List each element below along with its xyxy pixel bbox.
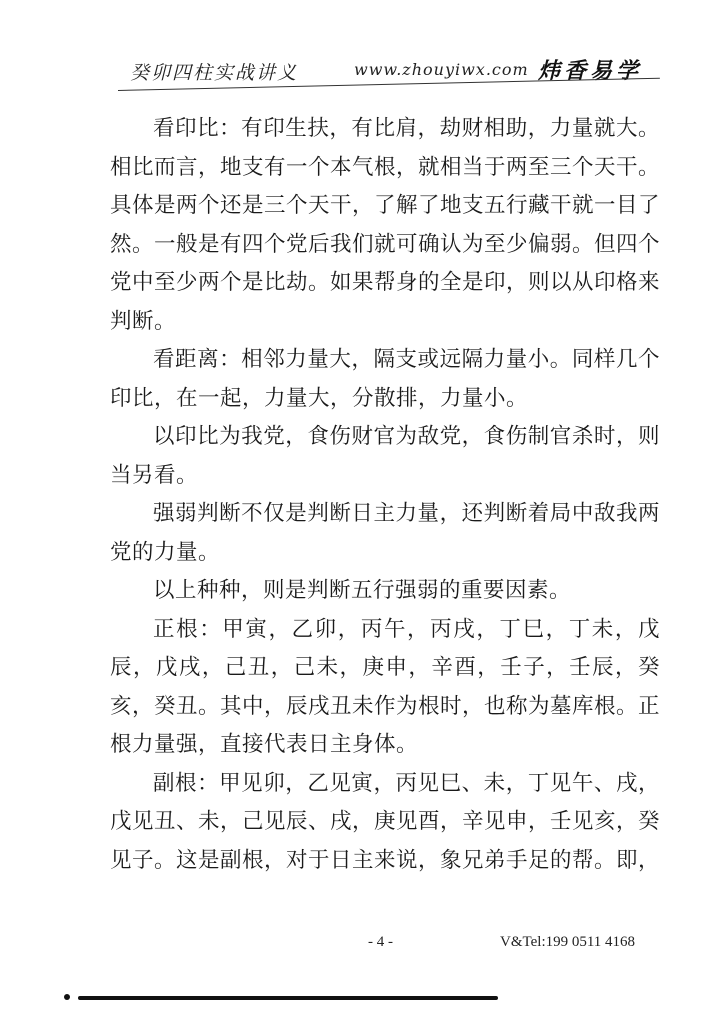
scan-mark-dot xyxy=(64,994,70,1000)
paragraph-strength: 强弱判断不仅是判断日主力量，还判断着局中敌我两党的力量。 xyxy=(110,501,660,565)
contact-info: V&Tel:199 0511 4168 xyxy=(500,934,636,950)
paragraph-party: 以印比为我党，食伤财官为敌党，食伤制官杀时，则当另看。 xyxy=(110,424,660,488)
paragraph-summary: 以上种种，则是判断五行强弱的重要因素。 xyxy=(153,578,572,603)
body-text xyxy=(110,110,660,880)
paragraph-yinbi: 看印比：有印生扶，有比肩，劫财相助，力量就大。相比而言，地支有一个本气根，就相当于两至三个天干。具体是两个还是三个天干，了解了地支五行藏干就一目了然。一般是有四个党后我们就可确认为至少偏弱。但四个党中至少两个是比劫。如果帮身的全是印，则以从印格来判断。 xyxy=(110,116,661,334)
lecture-title: 癸卯四柱实战讲义 xyxy=(130,62,299,84)
website-url: www.zhouyiwx.com xyxy=(354,60,529,79)
scan-edge-line xyxy=(78,996,498,1000)
page-number: - 4 - xyxy=(368,934,393,950)
paragraph-main-root: 正根：甲寅，乙卯，丙午，丙戌，丁巳，丁未，戊辰，戊戌，己丑，己未，庚申，辛酉，壬子，壬辰，癸亥，癸丑。其中，辰戌丑未作为根时，也称为墓库根。正根力量强，直接代表日主身体。 xyxy=(110,616,661,757)
page-header xyxy=(118,52,658,86)
paragraph-distance: 看距离：相邻力量大，隔支或远隔力量小。同样几个印比，在一起，力量大，分散排，力量小。 xyxy=(110,347,660,411)
paragraph-secondary-root: 副根：甲见卯，乙见寅，丙见巳、未，丁见午、戌，戊见丑、未，己见辰、戌，庚见酉，辛见申，壬见亥，癸见子。这是副根，对于日主来说，象兄弟手足的帮。即， xyxy=(110,770,661,873)
brand-name: 炜香易学 xyxy=(538,58,643,84)
